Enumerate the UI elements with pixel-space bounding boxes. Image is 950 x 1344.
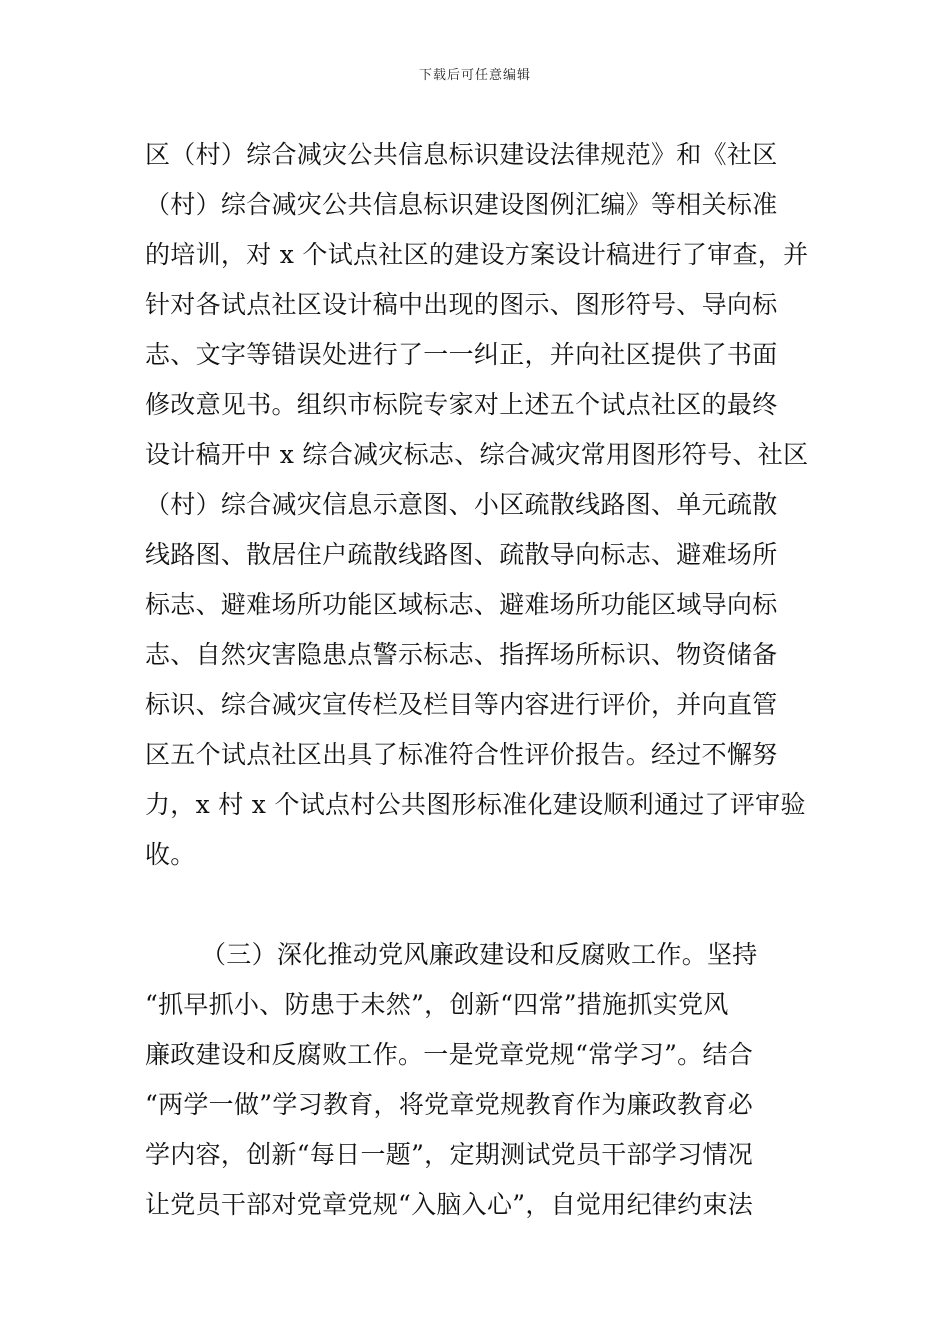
paragraph-1-line: 针对各试点社区设计稿中出现的图示、图形符号、导向标 (145, 290, 778, 319)
paragraph-2-line: 让党员干部对党章党规“入脑入心”，自觉用纪律约束法 (145, 1190, 754, 1219)
paragraph-2-line: （三）深化推动党风廉政建设和反腐败工作。坚持 (201, 940, 758, 969)
paragraph-1-line: 修改意见书。组织市标院专家对上述五个试点社区的最终 (145, 390, 778, 419)
paragraph-1-line: （村）综合减灾信息示意图、小区疏散线路图、单元疏散 (145, 490, 778, 519)
page-header: 下载后可任意编辑 (418, 68, 531, 83)
paragraph-2-line: 学内容，创新“每日一题”，定期测试党员干部学习情况 (145, 1140, 754, 1169)
paragraph-1-line: 区（村）综合减灾公共信息标识建设法律规范》和《社区 (145, 140, 778, 169)
paragraph-1-line: 设计稿开中 x 综合减灾标志、综合减灾常用图形符号、社区 (145, 440, 809, 469)
paragraph-1-line: 标志、避难场所功能区域标志、避难场所功能区域导向标 (145, 590, 778, 619)
paragraph-1-line: 的培训，对 x 个试点社区的建设方案设计稿进行了审查，并 (145, 240, 809, 269)
paragraph-1-line: （村）综合减灾公共信息标识建设图例汇编》等相关标准 (145, 190, 778, 219)
paragraph-1-line: 志、文字等错误处进行了一一纠正，并向社区提供了书面 (145, 340, 778, 369)
paragraph-1-line: 志、自然灾害隐患点警示标志、指挥场所标识、物资储备 (145, 640, 778, 669)
paragraph-1-line: 力，x 村 x 个试点村公共图形标准化建设顺利通过了评审验 (145, 790, 806, 819)
paragraph-2-line: 廉政建设和反腐败工作。一是党章党规“常学习”。结合 (145, 1040, 754, 1069)
document-body (145, 130, 845, 1230)
paragraph-1-line: 标识、综合减灾宣传栏及栏目等内容进行评价，并向直管 (145, 690, 778, 719)
paragraph-1-line: 收。 (145, 840, 196, 869)
paragraph-1-line: 线路图、散居住户疏散线路图、疏散导向标志、避难场所 (145, 540, 778, 569)
paragraph-2-line: “两学一做”学习教育，将党章党规教育作为廉政教育必 (145, 1090, 754, 1119)
paragraph-gap (145, 880, 845, 930)
paragraph-2-line: “抓早抓小、防患于未然”，创新“四常”措施抓实党风 (145, 990, 729, 1019)
paragraph-1-line: 区五个试点社区出具了标准符合性评价报告。经过不懈努 (145, 740, 778, 769)
